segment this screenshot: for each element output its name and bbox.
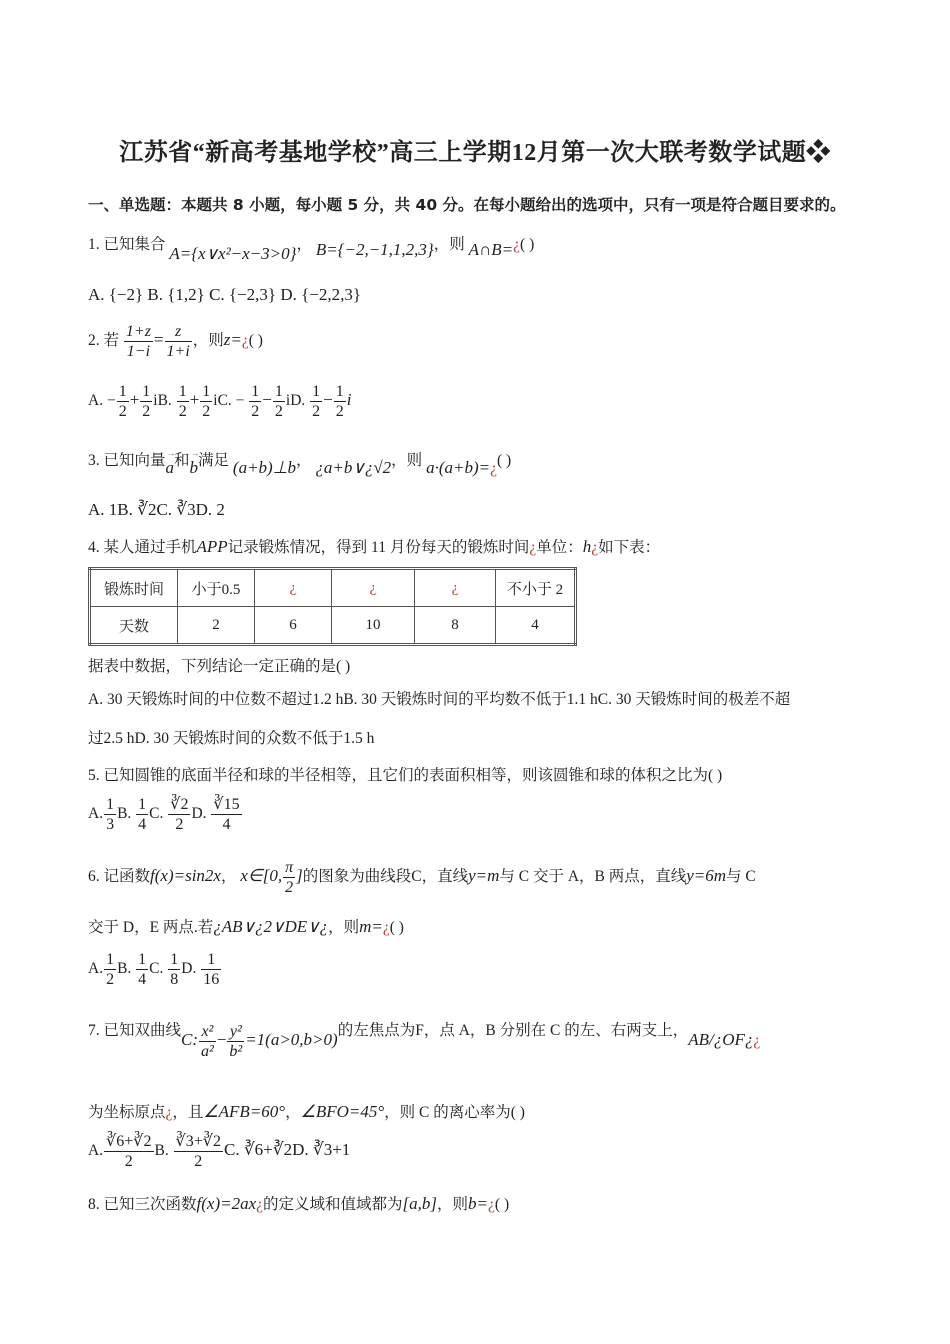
q3-and: 和 — [174, 452, 190, 469]
q6-line-y-m: y=m — [468, 866, 500, 886]
q2-junk: ¿ — [241, 332, 249, 350]
table-cell: ¿ — [415, 569, 496, 607]
q5-frac-c: $\frac{∛2}{2}$ — [170, 796, 189, 833]
q2-paren: ( ) — [248, 332, 263, 350]
q7-line-2: 为坐标原点¿，且∠AFB=60°，∠BFO=45°，则 C 的离心率为( ) — [88, 1102, 525, 1121]
q7-condition: =1(a>0,b>0) — [245, 1030, 338, 1050]
q3-vector-b: → b — [190, 458, 199, 478]
q2-i: i — [346, 390, 352, 410]
q5-frac-b: $\frac{1}{4}$ — [138, 796, 147, 833]
q2-lead: 2. 若 — [88, 332, 120, 350]
question-5: 5. 已知圆锥的底面半径和球的半径相等，且它们的表面积相等，则该圆锥和球的体积之比为( ) — [88, 767, 723, 784]
q3-options-text: A. 1B. ∛2C. ∛3D. 2 — [88, 500, 225, 519]
q1-set-a: A={x∨x²−x−3>0} — [169, 244, 297, 263]
q2-half: $\frac{1}{2}$ — [178, 383, 187, 420]
q5-frac-d: $\frac{∛15}{4}$ — [213, 796, 240, 833]
q3-junk: ¿ — [490, 460, 497, 477]
table-cell: 2 — [178, 607, 255, 645]
q4-hour: h — [582, 537, 592, 556]
q2-half: $\frac{1}{2}$ — [142, 383, 151, 420]
q2-then: ，则 — [192, 332, 224, 350]
q1-set-b: B={−2,−1,1,2,3} — [315, 240, 434, 259]
table-cell: 小于0.5 — [178, 569, 255, 607]
q2-fraction-1: $\frac{1+z}{1-i}$ — [125, 323, 151, 360]
q3-dot-product: a·(a+b)= — [426, 458, 491, 477]
q4-table — [88, 567, 577, 646]
q6-options: A. $\frac{1}{2}$ B. $\frac{1}{4}$ C. $\frac{1}{8}$ D. $\frac{1}{16}$ — [88, 951, 220, 988]
q1-expr: A∩B= — [468, 240, 514, 259]
q1-options — [88, 285, 361, 305]
q2-half: $\frac{1}{2}$ — [202, 383, 211, 420]
q4-options-2: 过2.5 hD. 30 天锻炼时间的众数不低于1.5 h — [88, 730, 375, 747]
q2-equals: = — [153, 330, 164, 350]
q8-interval: [a,b] — [402, 1194, 438, 1213]
q4-stem: 4. 某人通过手机 — [88, 539, 197, 556]
table-cell: 4 — [496, 607, 576, 645]
q2-option-a-label: A. − — [88, 392, 116, 410]
q3-perpendicular: (a+b)⊥b — [232, 458, 297, 477]
q6-pi-half: $\frac{\pi}{2}$ — [285, 859, 294, 896]
q4-app: APP — [196, 537, 228, 556]
q7-x-frac: $\frac{\text{x²}}{\text{a²}}$ — [201, 1023, 214, 1060]
q8-function: f(x)=2ax — [196, 1194, 257, 1213]
table-cell: ¿ — [332, 569, 415, 607]
table-row — [90, 569, 576, 607]
q4-stem-3: 如下表： — [598, 539, 661, 556]
q6-line-2: 交于 D，E 两点.若¿AB∨¿2∨DE∨¿，则m=¿( ) — [88, 917, 404, 936]
q2-options: A. − $\frac{1}{2}$ + $\frac{1}{2}$ iB. $\frac{1}{2}$ + $\frac{1}{2}$ iC. − $\frac{1}{2}$ − $\frac{1}{2}$ iD. $\frac{1}{2}$ − $\frac{1}{2}$ i — [88, 383, 352, 420]
q2-half: $\frac{1}{2}$ — [274, 383, 283, 420]
question-3: 3. 已知向量→ a和→ b满足 (a+b)⊥b， ¿a+b∨¿√2，则 a·(a+b)=¿( ) — [88, 448, 511, 470]
q1-options-text: A. {−2} B. {1,2} C. {−2,3} D. {−2,2,3} — [88, 285, 362, 304]
q4-after: 据表中数据，下列结论一定正确的是( ) — [88, 658, 351, 675]
q1-then: ，则 — [433, 236, 465, 253]
q6-line-y-6m: y=6m — [686, 866, 727, 886]
q7-angle-1: ∠AFB=60° — [203, 1102, 286, 1121]
q2-option-d-label: iD. — [285, 392, 306, 410]
question-1 — [88, 232, 535, 263]
table-cell: ¿ — [255, 569, 332, 607]
q4-stem-2: 记录锻炼情况，得到 11 月份每天的锻炼时间 — [227, 539, 530, 556]
q6-length-relation: ¿AB∨¿2∨DE∨¿ — [213, 917, 329, 936]
q3-satisfy: 满足 — [198, 452, 230, 469]
q2-option-b-label: iB. — [153, 392, 172, 410]
q7-angle-2: ∠BFO=45° — [300, 1102, 385, 1121]
q2-half: $\frac{1}{2}$ — [335, 383, 344, 420]
q6-domain: x∈[0, — [240, 866, 283, 886]
q3-vector-a: → a — [166, 458, 175, 478]
q5-frac-a: $\frac{1}{3}$ — [106, 796, 115, 833]
q4-options-1: A. 30 天锻炼时间的中位数不超过1.2 hB. 30 天锻炼时间的平均数不低于1.1 hC. 30 天锻炼时间的极差不超 — [88, 691, 791, 708]
q2-half: $\frac{1}{2}$ — [118, 383, 127, 420]
q1-lead: 1. 已知集合 — [88, 236, 166, 253]
q2-half: $\frac{1}{2}$ — [251, 383, 260, 420]
q7-y-frac: $\frac{\text{y²}}{\text{b²}}$ — [229, 1023, 243, 1060]
table-cell: 不小于 2 — [496, 569, 576, 607]
q6-function: f(x)=sin2x — [150, 866, 221, 886]
table-cell: 8 — [415, 607, 496, 645]
q1-junk: ¿ — [513, 236, 521, 253]
q3-norm: ¿a+b∨¿√2 — [315, 458, 392, 477]
q1-comma: ， — [296, 236, 312, 253]
table-row — [90, 607, 576, 645]
q5-options: A. $\frac{1}{3}$ B. $\frac{1}{4}$ C. $\frac{∛2}{2}$ D. $\frac{∛15}{4}$ — [88, 796, 240, 833]
q1-paren: ( ) — [520, 236, 535, 253]
question-2 — [88, 322, 263, 361]
section-heading: 一、单选题：本题共 8 小题，每小题 5 分，共 40 分。在每小题给出的选项中，只有一项是符合题目要求的。 — [88, 196, 846, 214]
q2-expr: z= — [223, 330, 242, 350]
question-4: 4. 某人通过手机APP记录锻炼情况，得到 11 月份每天的锻炼时间¿单位：h¿如下表： — [88, 537, 661, 556]
q7-parallel: AB/¿OF¿ — [688, 1030, 754, 1050]
question-6: 6. 记函数f(x)=sin2x， x∈[0, $\frac{\pi}{2}$ ]的图象为曲线段C，直线y=m与 C 交于 A，B 两点，直线y=6m与 C — [88, 859, 756, 896]
table-cell: 锻炼时间 — [90, 569, 178, 607]
q7-options: A. $\frac{∛6+∛2}{2}$ B. $\frac{∛3+∛2}{2}$ C. ∛6+∛2D. ∛3+1 — [88, 1133, 351, 1170]
table-cell: 6 — [255, 607, 332, 645]
question-7: 7. 已知双曲线C: $\frac{\text{x²}}{\text{a²}}$ − $\frac{\text{y²}}{\text{b²}}$ =1(a>0,b>0)的左焦点为F，点 A，B 分别在 C 的左、右两支上，AB/¿OF¿¿ — [88, 1022, 761, 1060]
question-8: 8. 已知三次函数f(x)=2ax¿的定义域和值域都为[a,b]，则b=¿( ) — [88, 1194, 510, 1213]
q3-options — [88, 500, 225, 520]
q2-fraction-2: $\frac{z}{1+i}$ — [166, 323, 190, 360]
q2-half: $\frac{1}{2}$ — [312, 383, 321, 420]
q4-unit: 单位： — [536, 539, 583, 556]
q3-paren: ( ) — [496, 452, 512, 469]
table-cell: 天数 — [90, 607, 178, 645]
page-title: 江苏省“新高考基地学校”高三上学期12月第一次大联考数学试题❖ — [119, 140, 831, 166]
q2-option-c-label: iC. − — [213, 392, 245, 410]
q3-lead: 3. 已知向量 — [88, 452, 166, 469]
table-cell: 10 — [332, 607, 415, 645]
